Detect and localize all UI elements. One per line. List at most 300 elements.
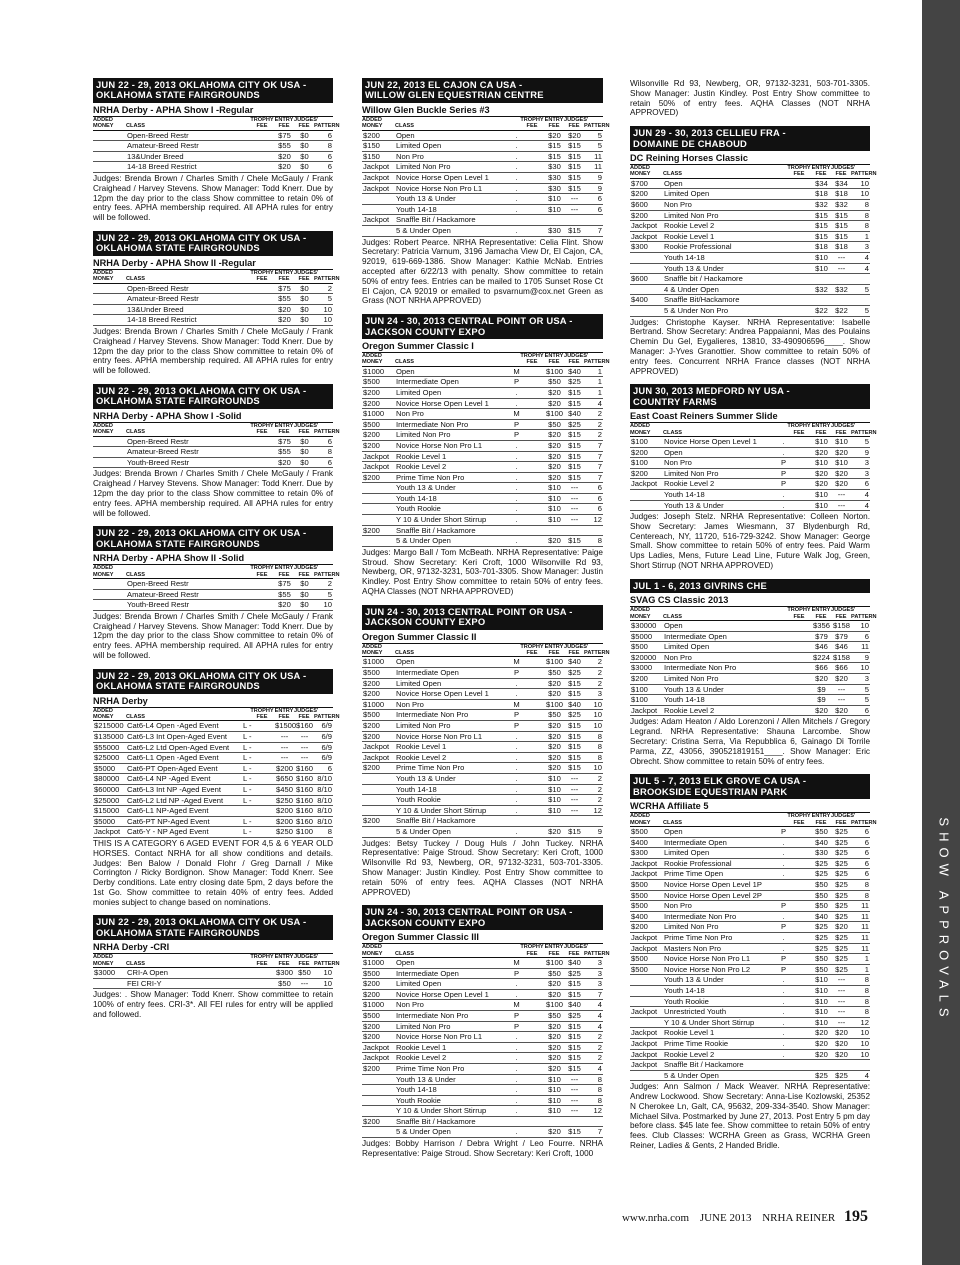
table-cell: $224 (811, 652, 831, 663)
table-cell: $9 (811, 684, 831, 695)
table-cell: 8 (584, 1085, 603, 1096)
table-row (362, 183, 603, 194)
table-cell: 5 & Under Open (395, 826, 512, 837)
table-cell (787, 1060, 811, 1071)
table-cell: Amateur-Breed Restr (126, 589, 242, 600)
table-cell: $20 (274, 151, 294, 162)
table-cell: $10 (811, 996, 831, 1007)
show-name: NRHA Derby - APHA Show II -Solid (93, 553, 333, 565)
table-row (362, 451, 603, 462)
table-cell (787, 468, 811, 479)
table-cell: Jackpot (362, 183, 395, 194)
table-cell (362, 774, 395, 785)
table-cell (250, 753, 274, 764)
table-cell: P (780, 468, 787, 478)
table-row (93, 436, 333, 447)
table-cell: --- (564, 493, 584, 504)
table-cell: $200 (362, 731, 395, 742)
event-date-location: JUN 22, 2013 EL CAJON CA USA - (365, 79, 523, 90)
table-cell: Y 10 & Under Short Stirrup (663, 1017, 779, 1028)
table-cell: Rookie Level 1 (395, 1042, 512, 1053)
table-cell (93, 151, 126, 162)
table-cell: $66 (831, 663, 851, 674)
table-cell: 8/10 (314, 795, 333, 806)
table-cell: $1000 (362, 366, 395, 377)
table-cell (520, 387, 544, 398)
table-cell: 2 (584, 1053, 603, 1064)
table-cell: $25 (831, 869, 851, 880)
table-row (93, 806, 333, 817)
table-cell: Snaffle Bit / Hackamore (395, 525, 512, 536)
table-cell (520, 419, 544, 430)
table-cell: 9 (584, 826, 603, 837)
table-cell: $25 (831, 858, 851, 869)
table-cell: $18 (831, 242, 851, 253)
table-row (93, 283, 333, 294)
table-header-row (630, 423, 870, 436)
money-header: ADDED MONEY (93, 423, 126, 436)
table-cell (779, 252, 787, 263)
judges-fee-header: JUDGES' FEE (831, 165, 856, 178)
table-cell: Cat6-L4 Open -Aged Event (126, 721, 242, 732)
table-cell: . (779, 436, 787, 447)
table-cell: L - (243, 827, 252, 837)
table-cell: 8/10 (314, 816, 333, 827)
column-3 (630, 78, 877, 1159)
table-cell (787, 975, 811, 986)
event-title (93, 384, 333, 409)
table-cell: Non Pro (395, 409, 512, 420)
table-row (93, 763, 333, 774)
table-cell: 5 (851, 436, 870, 447)
table-cell: P (780, 954, 787, 964)
class-table (93, 565, 340, 611)
table-header-row (93, 117, 333, 130)
table-cell (362, 795, 395, 806)
table-cell: $32 (811, 284, 831, 295)
table-cell: $200 (630, 674, 663, 685)
table-cell: Jackpot (630, 705, 663, 716)
class-header: CLASS (395, 944, 512, 957)
table-cell: $10 (544, 493, 564, 504)
table-cell: Novice Horse Non Pro L1 (395, 731, 512, 742)
table-cell: $100 (630, 436, 663, 447)
table-cell: . (512, 1032, 520, 1043)
table-cell (779, 652, 787, 663)
table-cell (242, 806, 250, 817)
table-cell (242, 141, 250, 152)
table-cell (787, 954, 811, 965)
show-listing (93, 384, 340, 518)
table-cell (520, 440, 544, 451)
table-cell (362, 493, 395, 504)
table-cell (520, 1085, 544, 1096)
table-cell: $15 (564, 440, 584, 451)
table-row (630, 252, 870, 263)
table-cell: Novice Horse Non Pro L1 (395, 440, 512, 451)
table-cell: Y 10 & Under Short Stirrup (395, 805, 512, 816)
table-cell: $0 (294, 315, 314, 326)
table-cell: $75 (274, 130, 294, 141)
table-cell: --- (564, 483, 584, 494)
table-cell: $20 (274, 315, 294, 326)
table-cell: $25 (811, 869, 831, 880)
table-cell (250, 968, 274, 979)
table-cell: $3000 (93, 968, 126, 979)
table-cell (544, 215, 564, 226)
table-cell (250, 763, 274, 774)
table-cell: $25 (831, 911, 851, 922)
table-cell: $215000 (93, 721, 126, 732)
trophy-fee-header: TROPHY FEE (250, 954, 274, 967)
table-cell (811, 295, 831, 306)
table-cell: $15 (564, 1053, 584, 1064)
table-header-row (93, 565, 333, 578)
table-cell: $20 (274, 162, 294, 173)
table-cell (811, 274, 831, 285)
table-cell: 9 (851, 447, 870, 458)
table-cell: $25 (564, 668, 584, 679)
table-cell: P (513, 419, 520, 429)
table-cell: $40 (564, 657, 584, 668)
table-cell: $20 (544, 731, 564, 742)
event-title (93, 915, 333, 940)
event-venue: WILLOW GLEN EQUESTRIAN CENTRE (365, 89, 544, 101)
table-cell: Novice Horse Open Level 1P (663, 880, 779, 891)
judges-fee-header: JUDGES' FEE (831, 813, 856, 826)
table-cell: M (513, 699, 520, 709)
show-listing (93, 78, 340, 223)
table-cell: . (512, 989, 520, 1000)
table-row (362, 784, 603, 795)
table-cell: $20 (831, 1049, 851, 1060)
table-cell (93, 304, 126, 315)
table-cell: Novice Horse Non Pro L1 (395, 1032, 512, 1043)
table-cell: M (513, 957, 520, 967)
table-cell: $15 (811, 231, 831, 242)
table-cell: $700 (630, 178, 663, 189)
table-cell (250, 457, 274, 468)
table-cell: Youth 13 & Under (395, 774, 512, 785)
table-cell: Novice Horse Open Level 1 (395, 173, 512, 184)
entry-fee-header: ENTRY FEE (544, 116, 564, 130)
table-cell: P (513, 668, 520, 678)
table-cell: $10 (544, 194, 564, 205)
table-cell: --- (831, 1017, 851, 1028)
table-cell: . (512, 462, 520, 473)
table-cell: Jackpot (362, 162, 395, 173)
table-cell: Jackpot (630, 858, 663, 869)
table-cell: 7 (584, 440, 603, 451)
table-cell: 4 (584, 1000, 603, 1011)
table-cell: . (512, 689, 520, 700)
table-cell: 4 (584, 398, 603, 409)
show-name: NRHA Derby -CRI (93, 942, 333, 954)
column-1 (93, 78, 340, 1028)
entry-fee-header: ENTRY FEE (274, 707, 294, 720)
table-cell: Open (663, 621, 779, 632)
table-cell: 1 (851, 231, 870, 242)
table-cell: 6 (584, 504, 603, 515)
table-cell: $500 (630, 964, 663, 975)
table-cell (787, 178, 811, 189)
table-cell: $25 (811, 858, 831, 869)
table-cell (851, 1060, 870, 1071)
table-cell: $500 (630, 827, 663, 838)
table-cell: --- (831, 500, 851, 511)
table-cell: $46 (831, 642, 851, 653)
table-cell (520, 515, 544, 526)
table-cell: $100 (294, 827, 314, 838)
trophy-fee-header: TROPHY FEE (787, 607, 811, 620)
table-cell: $15 (564, 1063, 584, 1074)
table-row (362, 1053, 603, 1064)
table-cell (242, 447, 250, 458)
table-cell: Rookie Professional (663, 242, 779, 253)
table-cell: 8 (851, 975, 870, 986)
table-cell: 8 (584, 536, 603, 547)
table-cell: 8 (851, 1007, 870, 1018)
table-cell (250, 816, 274, 827)
event-title (93, 526, 333, 551)
header-cell (512, 117, 520, 130)
class-table (362, 352, 610, 547)
table-cell (544, 1116, 564, 1127)
table-cell: $200 (362, 816, 395, 827)
table-cell: Youth 13 & Under (663, 684, 779, 695)
table-cell (520, 774, 544, 785)
table-cell: $200 (362, 763, 395, 774)
table-cell: 3 (851, 674, 870, 685)
event-venue: COUNTRY FARMS (633, 395, 717, 407)
table-row (362, 409, 603, 420)
trophy-fee-header: TROPHY FEE (250, 422, 274, 436)
class-header: CLASS (126, 708, 242, 721)
table-cell: --- (831, 695, 851, 706)
table-cell (520, 1095, 544, 1106)
table-cell: --- (564, 1074, 584, 1085)
table-cell: $15 (564, 151, 584, 162)
table-cell (520, 462, 544, 473)
table-cell (93, 130, 126, 141)
table-cell: Snaffle Bit / Hackamore (395, 215, 512, 226)
table-cell (520, 826, 544, 837)
table-cell: $356 (811, 621, 831, 632)
table-cell: . (779, 858, 787, 869)
table-cell: $10 (811, 263, 831, 274)
table-cell (787, 827, 811, 838)
pattern-header: PATTERN (314, 117, 333, 130)
table-cell: 11 (584, 151, 603, 162)
table-cell: Non Pro (663, 901, 779, 912)
table-cell: $500 (362, 377, 395, 388)
table-cell: $40 (564, 409, 584, 420)
table-cell (250, 600, 274, 611)
table-cell: $500 (362, 968, 395, 979)
table-cell: 7 (584, 472, 603, 483)
table-cell: $20 (831, 674, 851, 685)
pattern-header: PATTERN (851, 423, 870, 436)
table-cell: $10 (544, 805, 564, 816)
table-cell: 7 (584, 462, 603, 473)
table-cell: . (512, 440, 520, 451)
table-row (362, 816, 603, 827)
table-cell: Limited Open (395, 979, 512, 990)
table-row (630, 642, 870, 653)
table-row (362, 689, 603, 700)
money-header: ADDED MONEY (630, 423, 663, 436)
table-cell: M (513, 1000, 520, 1010)
listing-notes: Judges: Betsy Tuckey / Doug Huls / John Tuckey. NRHA Representative: Paige Stroud. Show Secretary: Keri Croft, 1000 Wilsonville Rd 93, Newberg, OR, 97132-3231, 503-701-3305. Show Manager: Justin Kindley. Post Entry Show committee to retain 50% of entry fees. AQHA Classes (NOT NRHA APPROVED) (362, 838, 603, 897)
table-row (93, 816, 333, 827)
table-cell: $160 (294, 806, 314, 817)
table-cell: . (512, 1042, 520, 1053)
pattern-header: PATTERN (851, 165, 870, 178)
table-cell: $50 (811, 901, 831, 912)
table-row (362, 419, 603, 430)
table-cell: 5 (851, 695, 870, 706)
judges-fee-header: JUDGES' FEE (294, 422, 319, 436)
table-cell: --- (831, 252, 851, 263)
table-cell: $25 (831, 964, 851, 975)
event-date-location: JUN 22 - 29, 2013 OKLAHOMA CITY OK USA - (96, 916, 307, 928)
table-cell: $15 (544, 141, 564, 152)
table-row (362, 968, 603, 979)
table-row (362, 366, 603, 377)
table-cell: 11 (851, 922, 870, 933)
table-cell: . (779, 985, 787, 996)
table-cell: Non Pro (663, 458, 779, 469)
show-name: DC Reining Horses Classic (630, 153, 870, 165)
table-cell: $15 (564, 173, 584, 184)
event-date-location: JUN 24 - 30, 2013 CENTRAL POINT OR USA - (365, 605, 573, 617)
table-cell: . (779, 1007, 787, 1018)
table-row (630, 263, 870, 274)
table-cell: Amateur-Breed Restr (126, 294, 242, 305)
table-cell: 4 (851, 500, 870, 511)
listing-notes: Judges: . Show Manager: Todd Knerr. Show committee to retain 100% of entry fees. CRI-3*. All FEI rules for entry will be applied and followed. (93, 990, 333, 1019)
table-cell: Unrestricted Youth (663, 1007, 779, 1018)
table-cell (250, 795, 274, 806)
table-cell: $20 (544, 742, 564, 753)
table-cell: $5000 (630, 631, 663, 642)
table-cell (250, 978, 274, 989)
table-cell: . (512, 173, 520, 184)
table-cell: Rookie Level 2 (395, 752, 512, 763)
table-row (362, 504, 603, 515)
trophy-fee-header: TROPHY FEE (250, 116, 274, 130)
table-row (362, 204, 603, 215)
table-cell: Youth 14-18 (395, 1085, 512, 1096)
table-cell: . (512, 1127, 520, 1138)
table-cell: $20 (831, 922, 851, 933)
table-header-row (362, 117, 603, 130)
table-cell: 5 (584, 141, 603, 152)
table-cell: . (512, 805, 520, 816)
table-cell (250, 141, 274, 152)
table-cell: $55 (274, 141, 294, 152)
table-row (362, 1095, 603, 1106)
entry-fee-header: ENTRY FEE (274, 269, 294, 283)
table-cell: $0 (294, 457, 314, 468)
table-cell (362, 515, 395, 526)
table-cell: 6 (314, 151, 333, 162)
table-cell: $50 (544, 710, 564, 721)
table-cell: $25 (831, 1070, 851, 1081)
table-row (630, 468, 870, 479)
table-cell: $200 (630, 189, 663, 200)
table-cell (630, 996, 663, 1007)
show-name: East Coast Reiners Summer Slide (630, 411, 870, 423)
event-title (362, 905, 603, 930)
table-row (362, 668, 603, 679)
class-header: CLASS (395, 353, 512, 366)
table-row (93, 731, 333, 742)
table-cell (520, 162, 544, 173)
table-cell: $650 (274, 774, 294, 785)
table-cell: $200 (630, 468, 663, 479)
table-cell: $200 (362, 130, 395, 141)
table-row (630, 1038, 870, 1049)
table-cell (93, 589, 126, 600)
money-header: ADDED MONEY (93, 708, 126, 721)
table-cell: . (512, 204, 520, 215)
table-cell: 10 (851, 189, 870, 200)
table-cell: Limited Non Pro (395, 430, 512, 441)
table-cell: $200 (630, 447, 663, 458)
table-row (362, 377, 603, 388)
table-cell (362, 1074, 395, 1085)
table-cell (630, 1017, 663, 1028)
table-cell (787, 1007, 811, 1018)
table-cell: $3000 (630, 663, 663, 674)
entry-fee-header: ENTRY FEE (544, 643, 564, 657)
table-cell: Youth Rookie (395, 1095, 512, 1106)
table-cell (93, 141, 126, 152)
trophy-fee-header: TROPHY FEE (787, 813, 811, 826)
table-cell: $200 (362, 1032, 395, 1043)
table-cell: . (779, 489, 787, 500)
table-cell: 5 & Under Non Pro (663, 305, 779, 316)
event-date-location: JUN 22 - 29, 2013 OKLAHOMA CITY OK USA - (96, 79, 307, 90)
table-cell (787, 1038, 811, 1049)
table-cell (250, 294, 274, 305)
table-cell: --- (274, 731, 294, 742)
table-cell: $50 (811, 964, 831, 975)
table-cell: 8 (851, 890, 870, 901)
table-cell: $10 (811, 1017, 831, 1028)
table-cell: $200 (274, 806, 294, 817)
table-row (630, 943, 870, 954)
table-cell: $20 (544, 1032, 564, 1043)
pattern-header: PATTERN (584, 644, 603, 657)
table-cell: Rookie Level 1 (395, 742, 512, 753)
table-cell (787, 631, 811, 642)
table-cell: $50 (544, 377, 564, 388)
table-cell: $20 (544, 462, 564, 473)
table-cell (779, 642, 787, 653)
table-cell (787, 922, 811, 933)
table-cell (787, 489, 811, 500)
table-cell (787, 284, 811, 295)
table-row (630, 231, 870, 242)
table-cell: Prime Time Non Pro (395, 472, 512, 483)
table-cell: Jackpot (630, 869, 663, 880)
table-cell: 3 (584, 689, 603, 700)
table-cell (242, 294, 250, 305)
table-cell: 2 (584, 657, 603, 668)
table-cell: Novice Horse Non Pro L1 (395, 183, 512, 194)
